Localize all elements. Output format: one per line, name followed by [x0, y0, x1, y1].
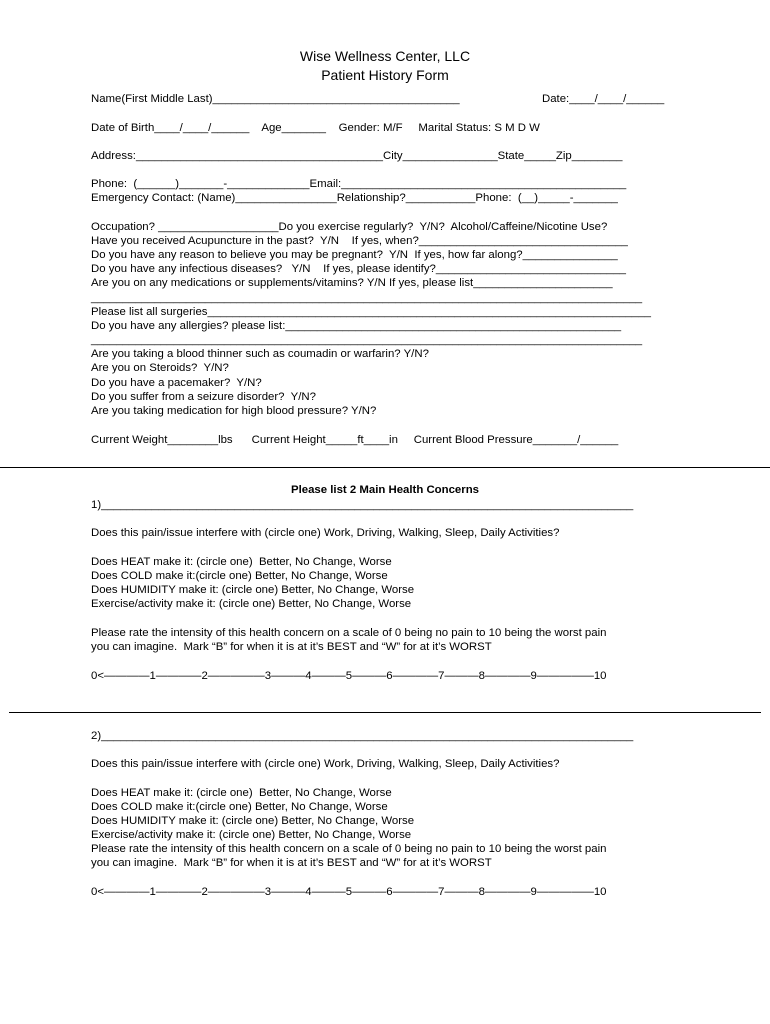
pacemaker-question[interactable]: Do you have a pacemaker? Y/N? — [91, 377, 262, 389]
concern-1-pain-scale[interactable]: 0<————1————2—————3———4———5———6————7———8————9—————10 — [91, 670, 607, 682]
concern-2-exercise-question[interactable]: Exercise/activity make it: (circle one) Better, No Change, Worse — [91, 829, 412, 841]
concern-2-cold-question[interactable]: Does COLD make it:(circle one) Better, No Change, Worse — [91, 801, 388, 813]
address-field[interactable]: Address:_______________________________________City_______________State_____Zip________ — [91, 150, 623, 162]
blood-thinner-question[interactable]: Are you taking a blood thinner such as coumadin or warfarin? Y/N? — [91, 348, 429, 360]
concern-1-humidity-question[interactable]: Does HUMIDITY make it: (circle one) Better, No Change, Worse — [91, 584, 415, 596]
concern-1-cold-question[interactable]: Does COLD make it:(circle one) Better, No Change, Worse — [91, 570, 388, 582]
dob-age-gender-marital-line[interactable]: Date of Birth____/____/______ Age_______ Gender: M/F Marital Status: S M D W — [91, 122, 540, 134]
concern-2-humidity-question[interactable]: Does HUMIDITY make it: (circle one) Better, No Change, Worse — [91, 815, 415, 827]
medications-question[interactable]: Are you on any medications or supplements/vitamins? Y/N If yes, please list______________________ — [91, 277, 613, 289]
concern-2-heat-question[interactable]: Does HEAT make it: (circle one) Better, No Change, Worse — [91, 787, 392, 799]
allergies-blank-line[interactable]: _______________________________________________________________________________________ — [91, 334, 643, 346]
surgeries-field[interactable]: Please list all surgeries______________________________________________________________________ — [91, 306, 651, 318]
date-field[interactable]: Date:____/____/______ — [542, 93, 665, 105]
concern-2-rate-instruction-cont: you can imagine. Mark “B” for when it is at it’s BEST and “W” for at it’s WORST — [91, 857, 492, 869]
name-field[interactable]: Name(First Middle Last)_______________________________________ — [91, 93, 460, 105]
vitals-field[interactable]: Current Weight________lbs Current Height_____ft____in Current Blood Pressure_______/______ — [91, 434, 619, 446]
concern-1-heat-question[interactable]: Does HEAT make it: (circle one) Better, No Change, Worse — [91, 556, 392, 568]
concern-1-rate-instruction-cont: you can imagine. Mark “B” for when it is at it’s BEST and “W” for at it’s WORST — [91, 641, 492, 653]
pregnancy-question[interactable]: Do you have any reason to believe you may be pregnant? Y/N If yes, how far along?_______________ — [91, 249, 618, 261]
medications-blank-line[interactable]: _______________________________________________________________________________________ — [91, 292, 643, 304]
occupation-field[interactable]: Occupation? ___________________Do you exercise regularly? Y/N? Alcohol/Caffeine/Nicotine Use? — [91, 221, 608, 233]
seizure-question[interactable]: Do you suffer from a seizure disorder? Y/N? — [91, 391, 316, 403]
concern-2-interfere-question[interactable]: Does this pain/issue interfere with (circle one) Work, Driving, Walking, Sleep, Daily Activities? — [91, 758, 560, 770]
concerns-heading: Please list 2 Main Health Concerns — [290, 484, 479, 496]
acupuncture-question[interactable]: Have you received Acupuncture in the past? Y/N If yes, when?_________________________________ — [91, 235, 628, 247]
emergency-contact-field[interactable]: Emergency Contact: (Name)________________Relationship?___________Phone: (__)_____-_______ — [91, 192, 618, 204]
allergies-field[interactable]: Do you have any allergies? please list:_____________________________________________________ — [91, 320, 622, 332]
phone-email-field[interactable]: Phone: (______)_______-_____________Email:_____________________________________________ — [91, 178, 627, 190]
concern-2-pain-scale[interactable]: 0<————1————2—————3———4———5———6————7———8————9—————10 — [91, 886, 607, 898]
concern-divider — [9, 712, 761, 713]
form-title: Wise Wellness Center, LLC — [299, 48, 471, 64]
concern-1-rate-instruction: Please rate the intensity of this health concern on a scale of 0 being no pain to 10 being the worst pain — [91, 627, 607, 639]
concern-2-rate-instruction: Please rate the intensity of this health concern on a scale of 0 being no pain to 10 being the worst pain — [91, 843, 607, 855]
concern-1-exercise-question[interactable]: Exercise/activity make it: (circle one) Better, No Change, Worse — [91, 598, 412, 610]
steroids-question[interactable]: Are you on Steroids? Y/N? — [91, 362, 229, 374]
concern-1-field[interactable]: 1)____________________________________________________________________________________ — [91, 499, 634, 511]
bp-medication-question[interactable]: Are you taking medication for high blood pressure? Y/N? — [91, 405, 377, 417]
section-divider — [0, 467, 770, 468]
concern-1-interfere-question[interactable]: Does this pain/issue interfere with (circle one) Work, Driving, Walking, Sleep, Daily Activities? — [91, 527, 560, 539]
form-subtitle: Patient History Form — [321, 67, 449, 83]
infectious-disease-question[interactable]: Do you have any infectious diseases? Y/N If yes, please identify?______________________________ — [91, 263, 626, 275]
concern-2-field[interactable]: 2)____________________________________________________________________________________ — [91, 730, 634, 742]
